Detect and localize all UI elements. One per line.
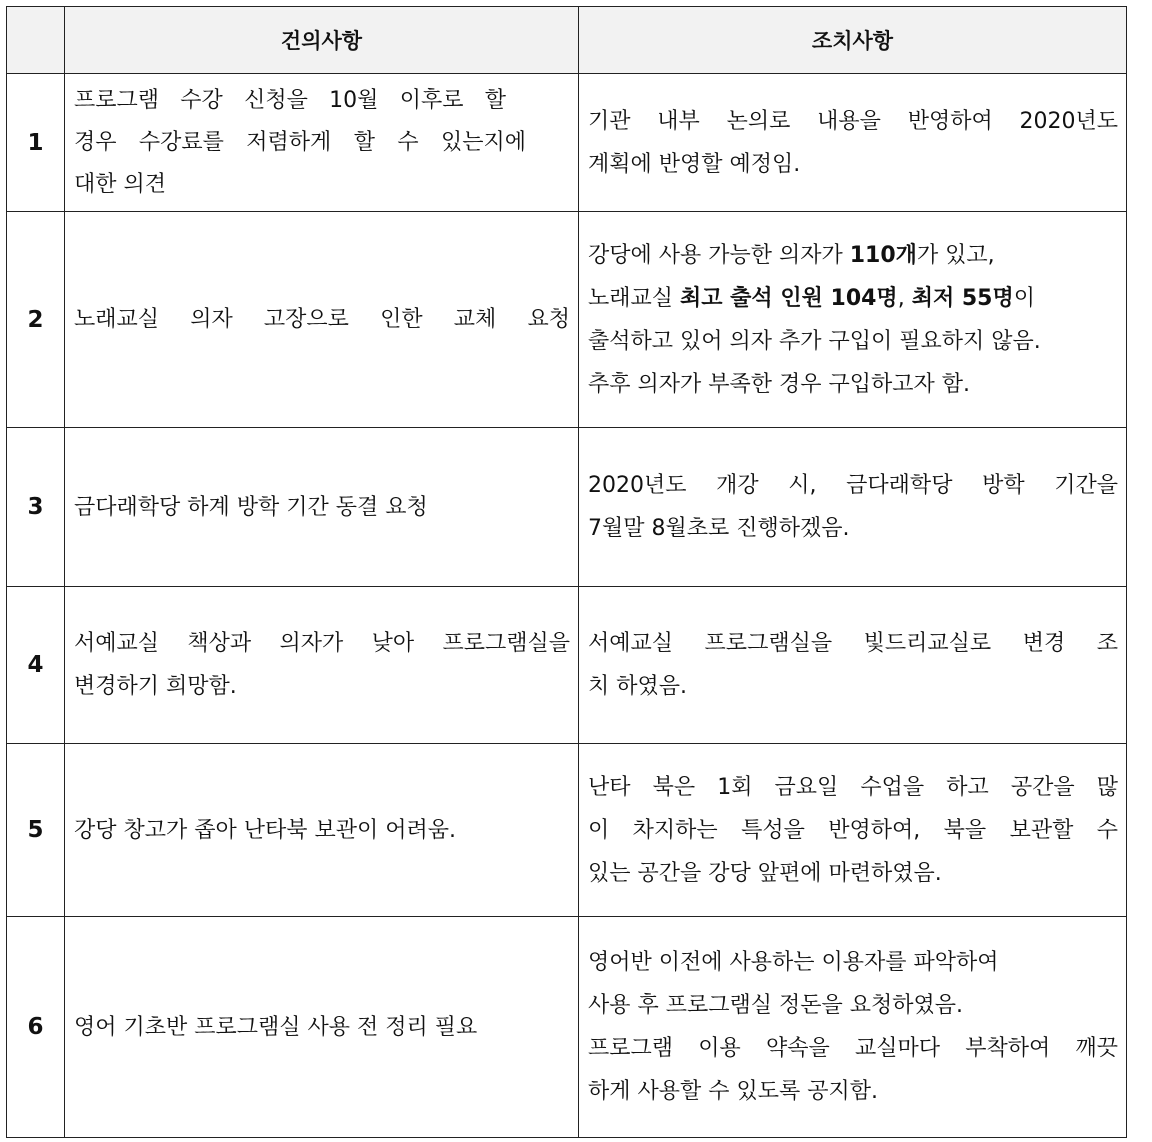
- action-line: 난타 북은 1회 금요일 수업을 하고 공간을 많: [588, 774, 1118, 800]
- table-row: [7, 917, 1127, 1138]
- suggestion-line: 변경하기 희망함.: [74, 674, 237, 699]
- row-number: 4: [7, 587, 65, 744]
- suggestion-cell: [65, 212, 579, 428]
- action-cell: [579, 587, 1127, 744]
- action-text: 강당에 사용 가능한 의자가: [588, 242, 850, 268]
- suggestion-line: 서예교실 책상과 의자가 낮아 프로그램실을: [74, 631, 570, 656]
- row-number: 5: [7, 744, 65, 917]
- action-line: 7월말 8월초로 진행하겠음.: [588, 516, 850, 541]
- action-line: 기관 내부 논의로 내용을 반영하여 2020년도: [588, 108, 1118, 134]
- action-line: 2020년도 개강 시, 금다래학당 방학 기간을: [588, 473, 1118, 498]
- action-line: 계획에 반영할 예정임.: [588, 151, 801, 177]
- action-emphasis: 110개: [849, 242, 917, 268]
- action-line: 서예교실 프로그램실을 빛드리교실로 변경 조: [588, 631, 1118, 656]
- action-emphasis: 최저 55명: [911, 285, 1014, 311]
- action-emphasis: 최고 출석 인원 104명: [680, 285, 898, 311]
- suggestion-cell: [65, 917, 579, 1138]
- suggestion-line: 금다래학당 하계 방학 기간 동결 요청: [74, 494, 428, 520]
- table-row: [7, 74, 1127, 212]
- table-row: [7, 212, 1127, 428]
- action-cell: [579, 428, 1127, 587]
- suggestion-line: 경우 수강료를 저렴하게 할 수 있는지에: [74, 129, 526, 155]
- suggestion-line: 대한 의견: [74, 171, 167, 197]
- header-row: [7, 7, 1127, 74]
- action-text: 가 있고,: [916, 242, 995, 268]
- action-cell: [579, 917, 1127, 1138]
- suggestions-table: [6, 6, 1127, 1138]
- row-number: 6: [7, 917, 65, 1138]
- row-number: 2: [7, 212, 65, 428]
- header-suggestion: 건의사항: [65, 7, 579, 74]
- suggestion-line: 강당 창고가 좁아 난타북 보관이 어려움.: [74, 817, 456, 843]
- action-line: 이 차지하는 특성을 반영하여, 북을 보관할 수: [588, 817, 1118, 843]
- action-line: 있는 공간을 강당 앞편에 마련하였음.: [588, 860, 942, 886]
- action-text: ,: [897, 285, 912, 311]
- action-line: 하게 사용할 수 있도록 공지함.: [588, 1079, 878, 1104]
- action-text: 노래교실: [588, 285, 681, 311]
- suggestion-line: 프로그램 수강 신청을 10월 이후로 할: [74, 87, 506, 113]
- action-cell: [579, 212, 1127, 428]
- suggestion-cell: [65, 744, 579, 917]
- action-line: [588, 277, 1118, 320]
- suggestion-cell: [65, 587, 579, 744]
- action-line: 영어반 이전에 사용하는 이용자를 파악하여: [588, 950, 999, 975]
- header-action: 조치사항: [579, 7, 1127, 74]
- row-number: 3: [7, 428, 65, 587]
- action-cell: [579, 74, 1127, 212]
- table-row: [7, 428, 1127, 587]
- table-row: [7, 587, 1127, 744]
- action-line: 사용 후 프로그램실 정돈을 요청하였음.: [588, 993, 963, 1018]
- action-line: 추후 의자가 부족한 경우 구입하고자 함.: [588, 371, 970, 397]
- header-corner: [7, 7, 65, 74]
- row-number: 1: [7, 74, 65, 212]
- suggestion-line: 노래교실 의자 고장으로 인한 교체 요청: [74, 307, 570, 332]
- action-line: 프로그램 이용 약속을 교실마다 부착하여 깨끗: [588, 1036, 1118, 1061]
- action-line: [588, 234, 1118, 277]
- suggestion-cell: [65, 428, 579, 587]
- action-text: 이: [1013, 285, 1035, 311]
- suggestion-line: 영어 기초반 프로그램실 사용 전 정리 필요: [74, 1014, 478, 1040]
- action-line: 출석하고 있어 의자 추가 구입이 필요하지 않음.: [588, 328, 1041, 354]
- suggestion-cell: [65, 74, 579, 212]
- table-row: [7, 744, 1127, 917]
- action-line: 치 하였음.: [588, 674, 687, 699]
- action-cell: [579, 744, 1127, 917]
